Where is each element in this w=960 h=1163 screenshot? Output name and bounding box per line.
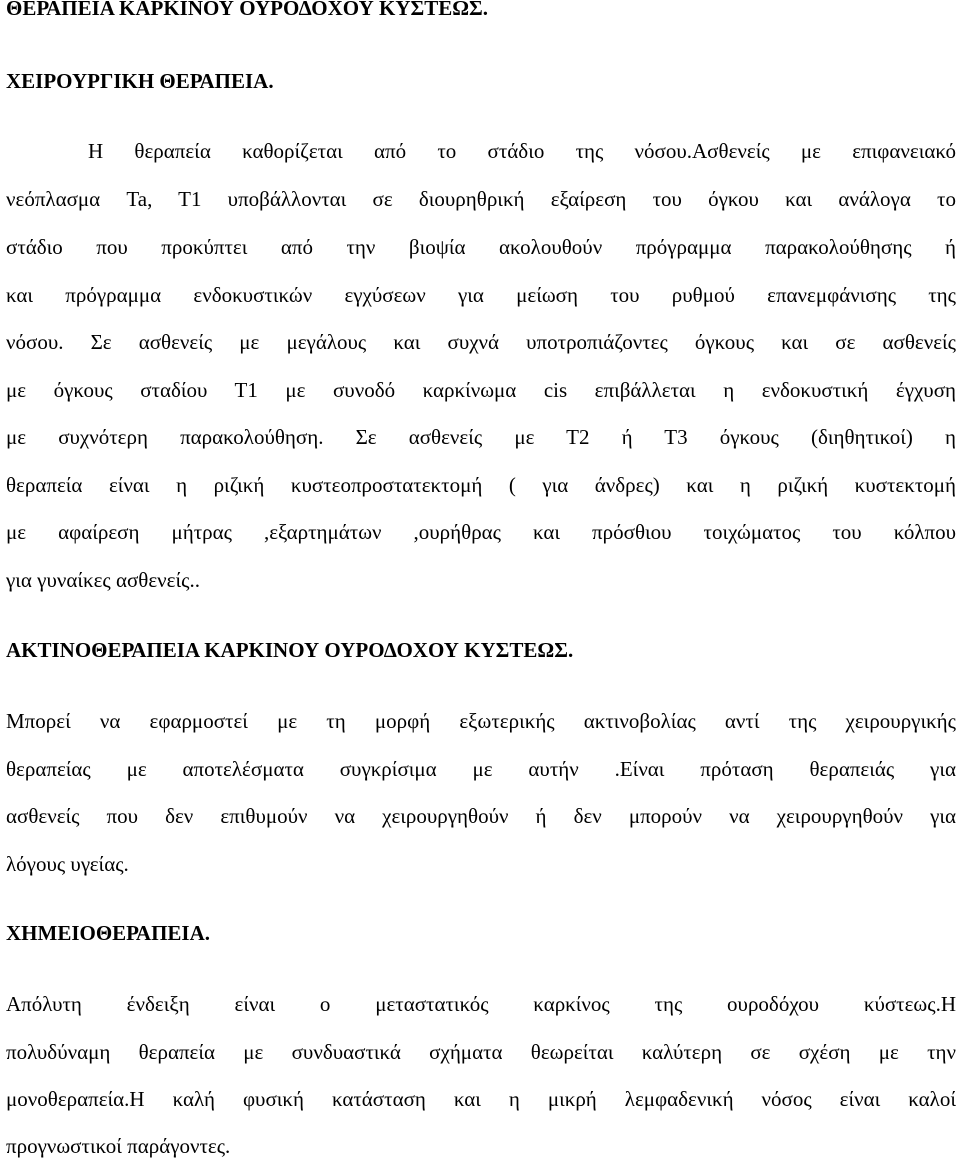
paragraph-line: με αφαίρεση μήτρας ,εξαρτημάτων ,ουρήθρας και πρόσθιου τοιχώματος του κόλπου	[6, 520, 956, 544]
paragraph-line: Απόλυτη ένδειξη είναι ο μεταστατικός καρκίνος της ουροδόχου κύστεως.Η	[6, 992, 956, 1016]
paragraph-line: με συχνότερη παρακολούθηση. Σε ασθενείς με Τ2 ή Τ3 όγκους (διηθητικοί) η	[6, 425, 956, 449]
paragraph-line: προγνωστικοί παράγοντες.	[6, 1134, 231, 1158]
paragraph-line: νεόπλασμα Ta, T1 υποβάλλονται σε διουρηθρική εξαίρεση του όγκου και ανάλογα το	[6, 187, 956, 211]
paragraph-line: πολυδύναμη θεραπεία με συνδυαστικά σχήματα θεωρείται καλύτερη σε σχέση με την	[6, 1040, 956, 1064]
paragraph-line: λόγους υγείας.	[6, 852, 129, 876]
section-title-radiotherapy: ΑΚΤΙΝΟΘΕΡΑΠΕΙΑ ΚΑΡΚΙΝΟΥ ΟΥΡΟΔΟΧΟΥ ΚΥΣΤΕΩΣ.	[6, 638, 574, 662]
section-title-chemotherapy: ΧΗΜΕΙΟΘΕΡΑΠΕΙΑ.	[6, 921, 211, 945]
paragraph-line: θεραπείας με αποτελέσματα συγκρίσιμα με αυτήν .Είναι πρόταση θεραπειάς για	[6, 757, 956, 781]
paragraph-line: θεραπεία είναι η ριζική κυστεοπροστατεκτομή ( για άνδρες) και η ριζική κυστεκτομή	[6, 473, 956, 497]
paragraph-line: Η θεραπεία καθορίζεται από το στάδιο της νόσου.Ασθενείς με επιφανειακό	[88, 139, 956, 163]
paragraph-line: και πρόγραμμα ενδοκυστικών εγχύσεων για μείωση του ρυθμού επανεμφάνισης της	[6, 283, 956, 307]
paragraph-line: με όγκους σταδίου Τ1 με συνοδό καρκίνωμα cis επιβάλλεται η ενδοκυστική έγχυση	[6, 378, 956, 402]
section-subtitle-surgical: ΧΕΙΡΟΥΡΓΙΚΗ ΘΕΡΑΠΕΙΑ.	[6, 69, 274, 93]
paragraph-line: στάδιο που προκύπτει από την βιοψία ακολουθούν πρόγραμμα παρακολούθησης ή	[6, 235, 956, 259]
paragraph-line: Μπορεί να εφαρμοστεί με τη μορφή εξωτερικής ακτινοβολίας αντί της χειρουργικής	[6, 709, 956, 733]
paragraph-line: ασθενείς που δεν επιθυμούν να χειρουργηθούν ή δεν μπορούν να χειρουργηθούν για	[6, 804, 956, 828]
paragraph-line: μονοθεραπεία.Η καλή φυσική κατάσταση και η μικρή λεμφαδενική νόσος είναι καλοί	[6, 1087, 956, 1111]
paragraph-line: για γυναίκες ασθενείς..	[6, 568, 200, 592]
section-title-treatment: ΘΕΡΑΠΕΙΑ ΚΑΡΚΙΝΟΥ ΟΥΡΟΔΟΧΟΥ ΚΥΣΤΕΩΣ.	[6, 0, 489, 20]
paragraph-line: νόσου. Σε ασθενείς με μεγάλους και συχνά υποτροπιάζοντες όγκους και σε ασθενείς	[6, 330, 956, 354]
